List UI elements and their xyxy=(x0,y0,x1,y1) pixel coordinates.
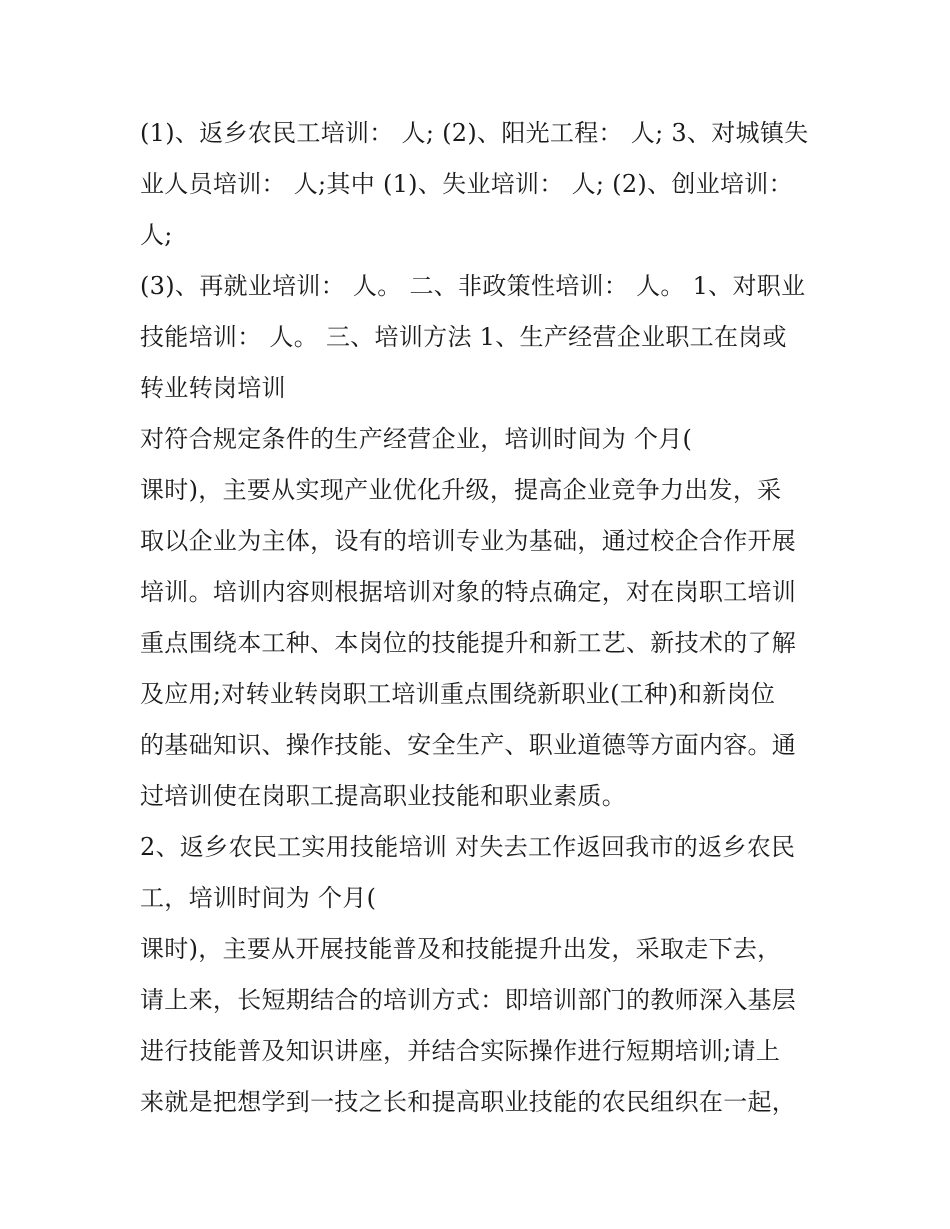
text-line: (1)、返乡农民工培训： 人; (2)、阳光工程： 人; 3、对城镇失 xyxy=(140,119,809,147)
text-line: 转业转岗培训 xyxy=(140,374,286,402)
text-line: 过培训使在岗职工提高职业技能和职业素质。 xyxy=(140,782,626,810)
text-line: 对符合规定条件的生产经营企业，培训时间为 个月( xyxy=(140,425,693,453)
text-line: 培训。培训内容则根据培训对象的特点确定，对在岗职工培训 xyxy=(140,578,797,606)
text-line: 2、返乡农民工实用技能培训 对失去工作返回我市的返乡农民 xyxy=(140,833,796,861)
text-line: 请上来，长短期结合的培训方式：即培训部门的教师深入基层 xyxy=(140,986,797,1014)
text-line: 技能培训： 人。 三、培训方法 1、生产经营企业职工在岗或 xyxy=(140,323,787,351)
text-line: 课时)，主要从开展技能普及和技能提升出发，采取走下去， xyxy=(140,935,782,963)
text-line: 取以企业为主体，设有的培训专业为基础，通过校企合作开展 xyxy=(140,527,797,555)
text-line: 来就是把想学到一技之长和提高职业技能的农民组织在一起， xyxy=(140,1088,797,1116)
text-line: 业人员培训： 人;其中 (1)、失业培训： 人; (2)、创业培训： xyxy=(140,170,793,198)
text-line: 工，培训时间为 个月( xyxy=(140,884,377,912)
document-body xyxy=(140,108,830,1128)
text-line: 重点围绕本工种、本岗位的技能提升和新工艺、新技术的了解 xyxy=(140,629,797,657)
text-line: 的基础知识、操作技能、安全生产、职业道德等方面内容。通 xyxy=(140,731,797,759)
text-line: 及应用;对转业转岗职工培训重点围绕新职业(工种)和新岗位 xyxy=(140,680,776,708)
text-line: 课时)，主要从实现产业优化升级，提高企业竞争力出发，采 xyxy=(140,476,782,504)
text-line: 进行技能普及知识讲座，并结合实际操作进行短期培训;请上 xyxy=(140,1037,781,1065)
text-line: 人; xyxy=(140,221,173,249)
text-line: (3)、再就业培训： 人。 二、非政策性培训： 人。 1、对职业 xyxy=(140,272,806,300)
